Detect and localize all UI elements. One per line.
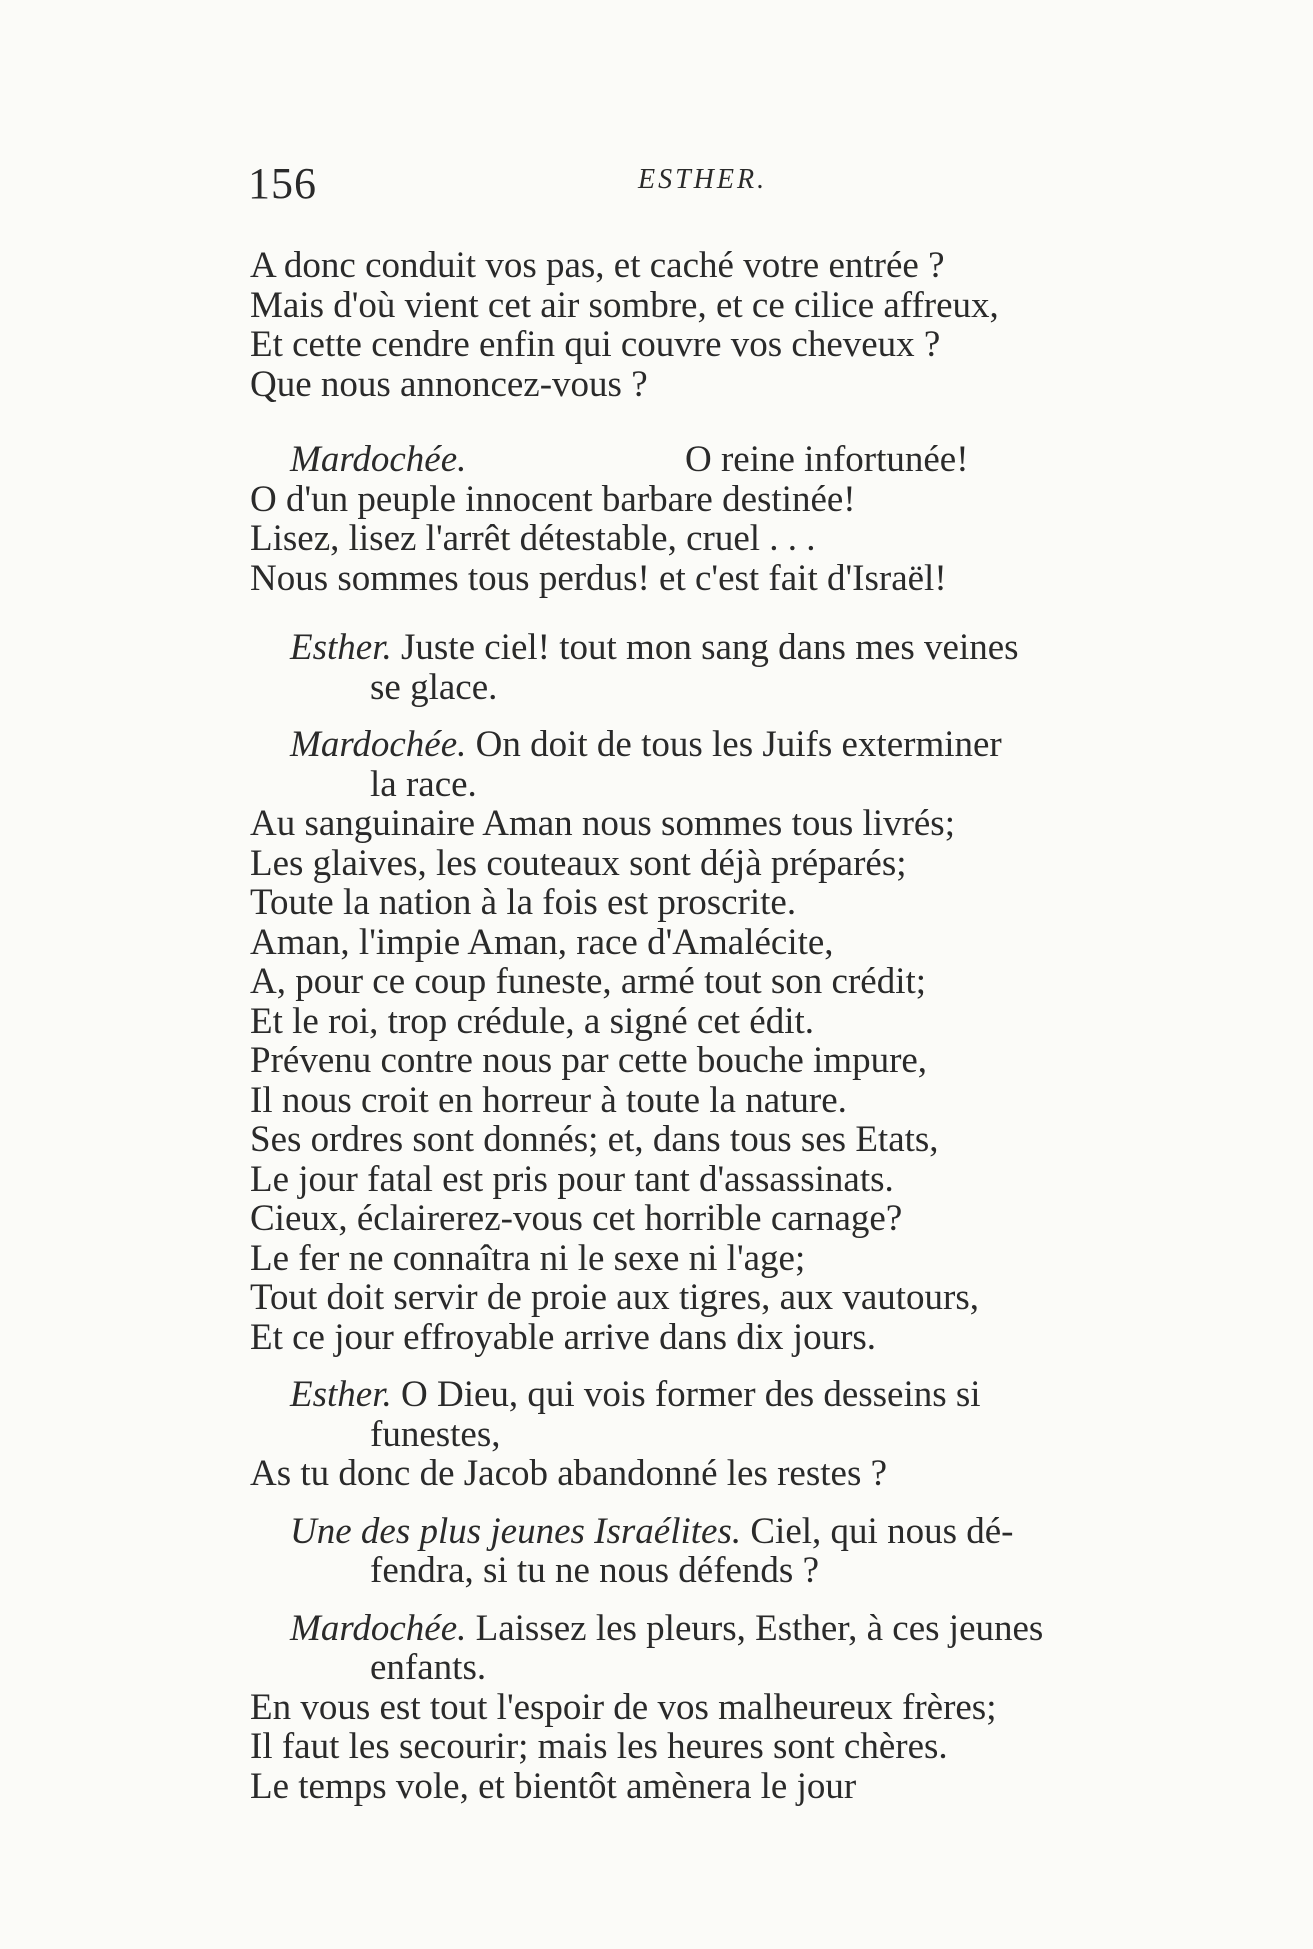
running-head bbox=[248, 158, 1198, 218]
speech-text: O Dieu, qui vois former des desseins si bbox=[401, 1374, 981, 1415]
verse-line: Le fer ne connaîtra ni le sexe ni l'age; bbox=[250, 1237, 806, 1279]
speaker-name: Une des plus jeunes Israélites. bbox=[290, 1510, 742, 1552]
speech-text: Laissez les pleurs, Esther, à ces jeunes bbox=[475, 1607, 1044, 1649]
verse-line: A, pour ce coup funeste, armé tout son crédit; bbox=[250, 961, 927, 1002]
verse-line: En vous est tout l'espoir de vos malheureux frères; bbox=[250, 1686, 997, 1728]
verse-line: Et ce jour effroyable arrive dans dix jours. bbox=[250, 1316, 877, 1358]
speaker-name: Mardochée. bbox=[290, 1607, 467, 1649]
verse-line: Et cette cendre enfin qui couvre vos cheveux ? bbox=[250, 324, 941, 365]
speech-text: Juste ciel! tout mon sang dans mes veines bbox=[401, 627, 1019, 668]
verse-line: Tout doit servir de proie aux tigres, aux vautours, bbox=[250, 1277, 980, 1318]
verse-line: Prévenu contre nous par cette bouche impure, bbox=[250, 1040, 928, 1081]
speech-line bbox=[250, 1609, 1240, 1649]
verse-line: Mais d'où vient cet air sombre, et ce cilice affreux, bbox=[250, 284, 999, 326]
verse-line: Aman, l'impie Aman, race d'Amalécite, bbox=[250, 921, 834, 963]
verse-line: A donc conduit vos pas, et caché votre entrée ? bbox=[250, 245, 945, 286]
verse-line: Il faut les secourir; mais les heures sont chères. bbox=[250, 1726, 948, 1767]
speech-line bbox=[250, 440, 1240, 480]
verse-line: Les glaives, les couteaux sont déjà préparés; bbox=[250, 842, 907, 884]
speech-line bbox=[250, 725, 1240, 765]
continuation-line: la race. bbox=[370, 763, 477, 805]
verse-line: Lisez, lisez l'arrêt détestable, cruel . . . bbox=[250, 518, 816, 559]
running-title: ESTHER. bbox=[638, 164, 768, 195]
continuation-line: se glace. bbox=[370, 666, 498, 708]
speech-line bbox=[250, 1512, 1240, 1552]
speaker-name: Mardochée. bbox=[290, 439, 467, 480]
verse-line: Le temps vole, et bientôt amènera le jour bbox=[250, 1765, 857, 1807]
page-number: 156 bbox=[248, 159, 317, 208]
verse-line: Il nous croit en horreur à toute la nature. bbox=[250, 1079, 847, 1121]
continuation-line: enfants. bbox=[370, 1647, 487, 1688]
verse-line: Ses ordres sont donnés; et, dans tous ses Etats, bbox=[250, 1119, 939, 1160]
verse-line: Que nous annoncez-vous ? bbox=[250, 363, 648, 405]
speaker-name: Mardochée. bbox=[290, 724, 467, 765]
speech-text: Ciel, qui nous dé- bbox=[750, 1510, 1014, 1552]
speech-text: On doit de tous les Juifs exterminer bbox=[475, 724, 1002, 765]
speech-line bbox=[250, 1375, 1240, 1415]
verse-line: Au sanguinaire Aman nous sommes tous livrés; bbox=[250, 803, 955, 844]
verse-line: Et le roi, trop crédule, a signé cet édit. bbox=[250, 1000, 815, 1042]
continuation-line: funestes, bbox=[370, 1413, 501, 1455]
verse-line: As tu donc de Jacob abandonné les restes ? bbox=[250, 1453, 888, 1494]
verse-line: Toute la nation à la fois est proscrite. bbox=[250, 882, 797, 923]
speech-text: O reine infortunée! bbox=[685, 439, 969, 480]
speaker-name: Esther. bbox=[290, 1374, 392, 1415]
verse-line: O d'un peuple innocent barbare destinée! bbox=[250, 478, 856, 520]
verse-text bbox=[250, 246, 1240, 1806]
verse-line: Cieux, éclairerez-vous cet horrible carnage? bbox=[250, 1198, 903, 1239]
verse-line: Le jour fatal est pris pour tant d'assassinats. bbox=[250, 1158, 894, 1200]
speech-line bbox=[250, 628, 1240, 668]
continuation-line: fendra, si tu ne nous défends ? bbox=[370, 1550, 820, 1591]
speaker-name: Esther. bbox=[290, 627, 392, 668]
verse-line: Nous sommes tous perdus! et c'est fait d'Israël! bbox=[250, 557, 947, 599]
